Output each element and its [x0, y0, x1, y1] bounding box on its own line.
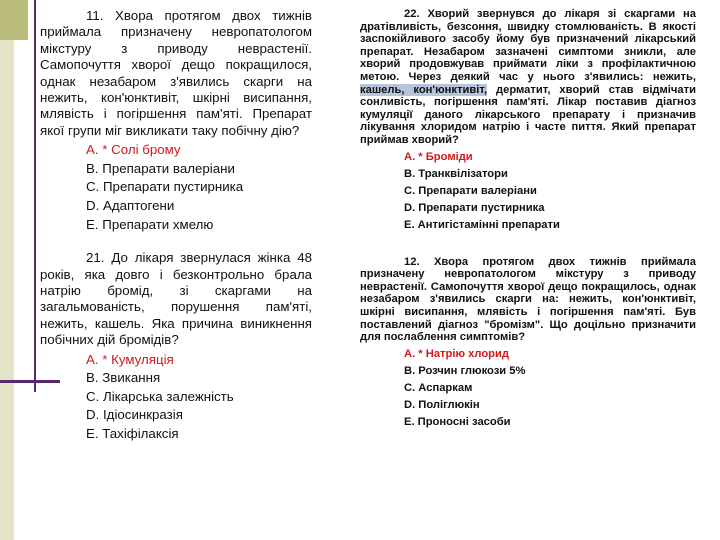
option: С. Препарати пустирника	[86, 179, 244, 195]
question-12-options	[360, 346, 696, 431]
option: В. Звикання	[86, 370, 161, 386]
question-22-text	[360, 8, 696, 147]
option: D. Полiглюкiн	[404, 398, 480, 411]
option: D. Препарати пустирника	[404, 201, 545, 214]
option-correct: А. * Солі брому	[86, 142, 181, 158]
question-11-options	[40, 141, 312, 234]
option: В. Розчин глюкози 5%	[404, 364, 526, 377]
option: С. Препарати валеріани	[404, 184, 537, 197]
vertical-accent-line	[34, 0, 36, 392]
option: С. Лікарська залежність	[86, 388, 234, 404]
option: Е. Тахіфілаксія	[86, 426, 179, 442]
question-22-options	[360, 149, 696, 234]
left-decorative-stripe	[0, 0, 14, 540]
option-correct: А. * Кумуляція	[86, 351, 174, 367]
option: В. Транквілізатори	[404, 167, 508, 180]
question-11	[40, 8, 312, 139]
question-22	[360, 8, 696, 147]
option: Е. Антигістамінні препарати	[404, 218, 560, 231]
left-column	[40, 8, 312, 540]
option: D. Ідіосинкразія	[86, 407, 183, 423]
option-correct: А. * Броміди	[404, 150, 473, 163]
option: Е. Препарати хмелю	[86, 216, 214, 232]
question-21-options	[40, 351, 312, 444]
question-12-text: 12. Хвора протягом двох тижнів приймала призначену невропатологом мікстуру з приводу неврастенії. Самопочуття хворої дещо покращилось, однак незабаром з'явились скарги на: нежить, кон'юнктивіт, шкірні висипання, млявість і погіршення пам'яті. Був поставлений діагноз "бромізм". Що доцільно призначити для послаблення симптомів?	[360, 255, 696, 344]
question-12	[360, 256, 696, 344]
question-21-text: 21. До лікаря звернулася жінка 48 років, яка довго і безконтрольно брала натрію бромід, зі скаргами на загальмованість, порушення пам'яті, нежить, кашель. Яка причина виникнення побічних дій бромідів?	[40, 250, 312, 348]
top-decorative-stripe	[0, 0, 28, 40]
right-column	[360, 8, 696, 540]
option: В. Препарати валеріани	[86, 160, 235, 176]
option-correct: А. * Натрію хлорид	[404, 347, 509, 360]
option: D. Адаптогени	[86, 198, 175, 214]
question-21	[40, 250, 312, 348]
option: С. Аспаркам	[404, 381, 473, 394]
question-22-text-start: 22. Хворий звернувся до лікаря зі скаргами на дратівливість, безсоння, швидку стомлюваність. В якості заспокійливого засобу йому був призначений лікарський препарат. Незабаром зазначені симптоми зникли, але хворий продовжував приймати ліки з профілактичною метою. Через деякий час у нього з'явились: нежить,	[360, 8, 696, 83]
option: Е. Проносні засоби	[404, 415, 511, 428]
question-11-text: 11. Хвора протягом двох тижнів приймала призначену невропатологом мікстуру з приводу неврастенії. Самопочуття хворої дещо покращилося, однак незабаром з'явились скарги на нежить, кон'юнктивіт, шкірні висипання, млявість і погіршення пам'яті. Препарат якої групи міг викликати таку побічну дію?	[40, 8, 312, 138]
question-22-text-end: дерматит, хворий став відмічати сонливість, погіршення пам'яті. Лікар поставив діагноз кумуляції даного лікарського препарату і призначив лікування хлоридом натрію і часте пиття. Який препарат приймав хворий?	[360, 83, 696, 146]
highlighted-text: кашель, кон'юнктивіт,	[360, 83, 488, 96]
